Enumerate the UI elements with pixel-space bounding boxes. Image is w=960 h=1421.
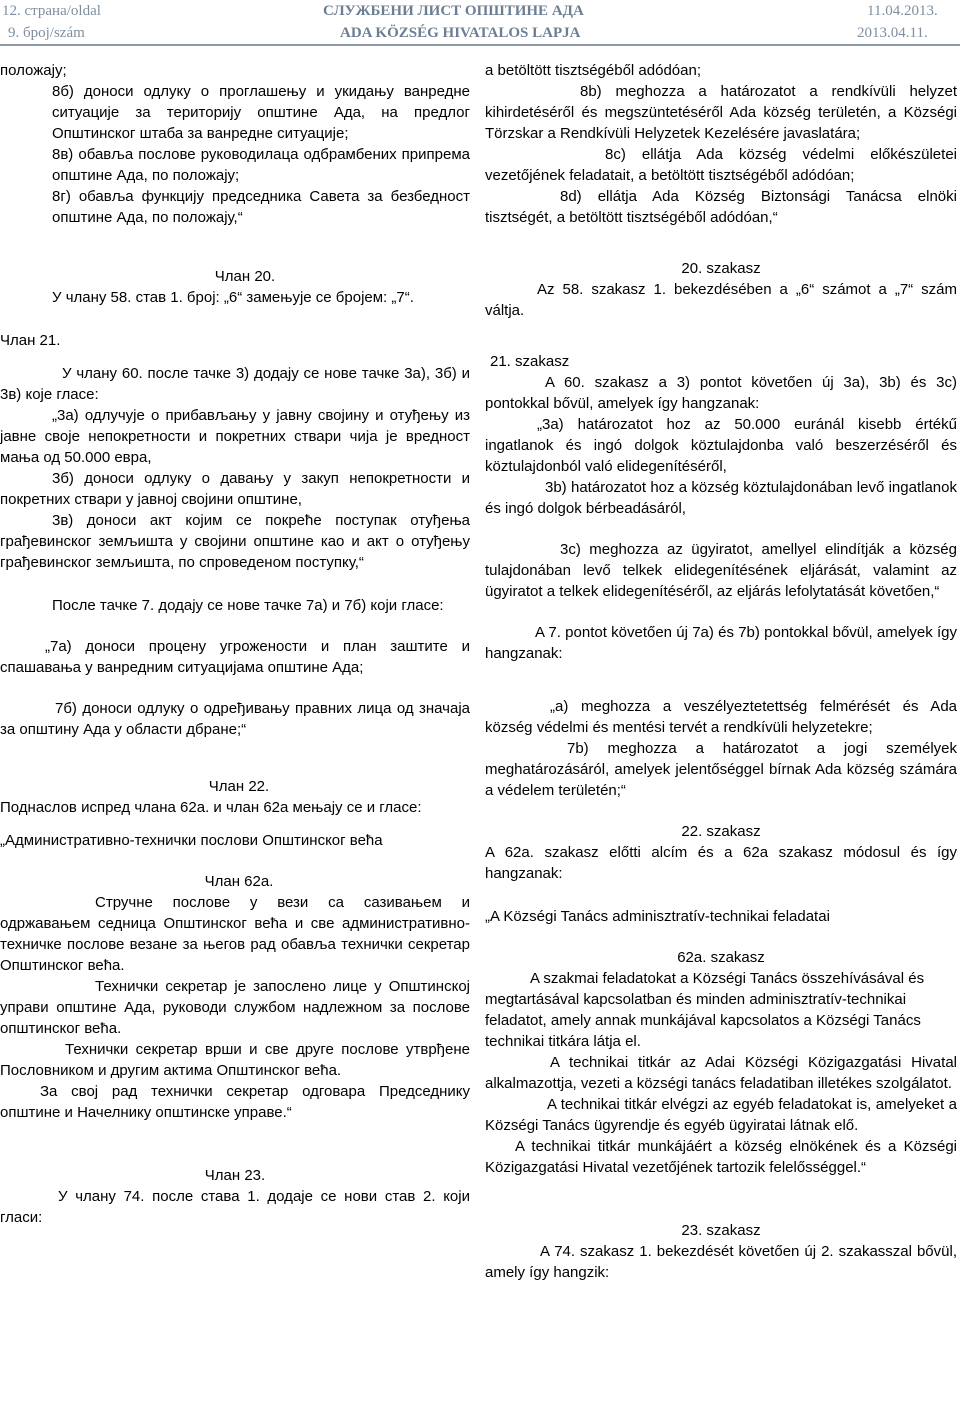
article-heading: Члан 23. — [204, 1167, 266, 1184]
section-text: A 74. szakasz 1. bekezdését követően új 2. szakasszal bővül, amely így hangzik: — [485, 1243, 957, 1281]
item-7b: 7b) meghozza a határozatot a jogi személyek meghatározásáról, amelyek jelentőséggel bírnak Ada község számára a védelem területén;“ — [485, 740, 957, 799]
article-text: После тачке 7. додају се нове тачке 7а) и 7б) који гласе: — [52, 597, 444, 614]
item-8v: 8в) обавља послове руководилаца одбрамбених припрема општине Ада, по положају; — [52, 146, 470, 184]
article-heading: Члан 22. — [208, 778, 270, 795]
section-heading: 22. szakasz — [681, 823, 761, 840]
header-divider — [0, 44, 960, 46]
section-text: A 60. szakasz a 3) pontot követően új 3a), 3b) és 3c) pontokkal bővül, amelyek így hangzanak: — [485, 374, 957, 412]
item-8b: 8b) meghozza a határozatot a rendkívüli helyzet kihirdetéséről és megszüntetéséről Ada község területén, a Községi Törzskar a Rendkívüli Helyzetek Kezelésére javaslatára; — [485, 83, 957, 142]
item-3v: 3в) доноси акт којим се покреће поступак отуђења грађевинског земљишта у својини општине као и акт о отуђењу грађевинског земљишта, по спроведеном поступку,“ — [0, 512, 470, 571]
journal-title-serbian: СЛУЖБЕНИ ЛИСТ ОПШТИНЕ АДА — [323, 3, 584, 19]
item-3a: „3а) одлучује о прибављању у јавну својину и отуђењу из јавне своје непокретности и покретних ствари чија је вредност мања од 50.000 евра, — [0, 407, 470, 466]
page-header — [0, 0, 960, 46]
journal-title-hungarian: ADA KÖZSÉG HIVATALOS LAPJA — [340, 25, 581, 41]
section-text: A 62a. szakasz előtti alcím és a 62a szakasz módosul és így hangzanak: — [485, 844, 957, 882]
section-paragraph: A szakmai feladatokat a Községi Tanács összehívásával és megtartásával kapcsolatban és minden adminisztratív-technikai feladatot, amely annak munkájával kapcsolatos a Községi Tanács technikai titkára látja el. — [485, 970, 925, 1050]
article-text: У члану 60. после тачке 3) додају се нове тачке 3а), 3б) и 3в) које гласе: — [0, 365, 470, 403]
item-3b: 3б) доноси одлуку о давању у закуп непокретности и покретних ствари у јавној својини општине, — [0, 470, 470, 508]
article-paragraph: За свој рад технички секретар одговара Председнику општине и Начелнику општинске управе.“ — [0, 1083, 470, 1121]
article-paragraph: Технички секретар врши и све друге послове утврђене Пословником и другим актима Општинског већа. — [0, 1041, 470, 1079]
section-paragraph: A technikai titkár elvégzi az egyéb feladatokat is, amelyeket a Községi Tanács ügyrendje és egyéb ügyiratai látnak elő. — [485, 1096, 957, 1134]
item-8d: 8d) ellátja Ada Község Biztonsági Tanácsa elnöki tisztségét, a betöltött tisztségéből adódóan,“ — [485, 188, 957, 226]
item-8b: 8б) доноси одлуку о проглашењу и укидању ванредне ситуације за територију општине Ада, на предлог Општинског штаба за ванредне ситуације; — [52, 83, 470, 142]
section-heading: 23. szakasz — [681, 1222, 761, 1239]
serbian-column — [0, 60, 470, 1228]
issue-number: 9. број/szám — [8, 25, 85, 41]
article-paragraph: Технички секретар је запослено лице у Општинској управи општине Ада, руководи службом надлежном за послове општинског већа. — [0, 978, 470, 1037]
item-3c: 3c) meghozza az ügyiratot, amellyel elindítják a község tulajdonában levő telkek elidegenítésének eljárását, valamint az ügyiratot a telkek elidegenítéséről, az eljárás lefolytatását követően,“ — [485, 541, 957, 600]
section-heading: 21. szakasz — [490, 353, 570, 370]
subheading: „A Községi Tanács adminisztratív-technikai feladatai — [485, 908, 830, 925]
item-7b: 7б) доноси одлуку о одређивању правних лица од значаја за општину Ада у области дбране;“ — [0, 700, 470, 738]
hungarian-column — [485, 60, 957, 1283]
page-number: 12. страна/oldal — [2, 3, 101, 19]
item-8c: 8c) ellátja Ada község védelmi előkészületei vezetőjének feladatait, a betöltött tisztségéből adódóan; — [485, 146, 957, 184]
article-heading: Члан 62а. — [204, 873, 274, 890]
section-text: Az 58. szakasz 1. bekezdésében a „6“ számot a „7“ szám váltja. — [485, 281, 957, 319]
article-text: Поднаслов испред члана 62а. и члан 62а мењају се и гласе: — [0, 799, 422, 816]
article-text: У члану 74. после става 1. додаје се нови став 2. који гласи: — [0, 1188, 470, 1226]
section-paragraph: A technikai titkár munkájáért a község elnökének és a Községi Közigazgatási Hivatal vezetőjének tartozik felelősséggel.“ — [485, 1138, 957, 1176]
article-text: У члану 58. став 1. број: „6“ замењује се бројем: „7“. — [52, 289, 414, 306]
paragraph — [0, 81, 470, 144]
paragraph: положају; — [0, 62, 67, 79]
section-heading: 20. szakasz — [681, 260, 761, 277]
subheading: „Административно-технички послови Општинског већа — [0, 832, 383, 849]
date-hungarian: 2013.04.11. — [857, 25, 928, 41]
article-paragraph: Стручне послове у вези са сазивањем и одржавањем седница Општинског већа и све административно-техничке послове везане за његов рад обавља технички секретар Општинског већа. — [0, 894, 470, 974]
item-3b: 3b) határozatot hoz a község köztulajdonában levő ingatlanok és ingó dolgok bérbeadásáról, — [485, 479, 957, 517]
section-text: A 7. pontot követően új 7a) és 7b) pontokkal bővül, amelyek így hangzanak: — [485, 624, 957, 662]
article-heading: Члан 20. — [214, 268, 276, 285]
item-3a: „3a) határozatot hoz az 50.000 euránál kisebb értékű ingatlanok és ingó dolgok köztulajdonba való beszerzéséről és köztulajdonból való elidegenítéséről, — [485, 416, 957, 475]
article-heading: Члан 21. — [0, 332, 61, 349]
item-7a: „a) meghozza a veszélyeztetettség felmérését és Ada község védelmi és mentési tervét a rendkívüli helyzetekre; — [485, 698, 957, 736]
section-heading: 62a. szakasz — [677, 949, 765, 966]
item-8g: 8г) обавља функцију председника Савета за безбедност општине Ада, по положају,“ — [52, 188, 470, 226]
section-paragraph: A technikai titkár az Adai Községi Közigazgatási Hivatal alkalmazottja, vezeti a községi tanács feladatiban illetékes szolgálatot. — [485, 1054, 957, 1092]
paragraph: a betöltött tisztségéből adódóan; — [485, 62, 701, 79]
item-7a: „7а) доноси процену угрожености и план заштите и спашавања у ванредним ситуацијама општине Ада; — [0, 638, 470, 676]
date-serbian: 11.04.2013. — [867, 3, 938, 19]
